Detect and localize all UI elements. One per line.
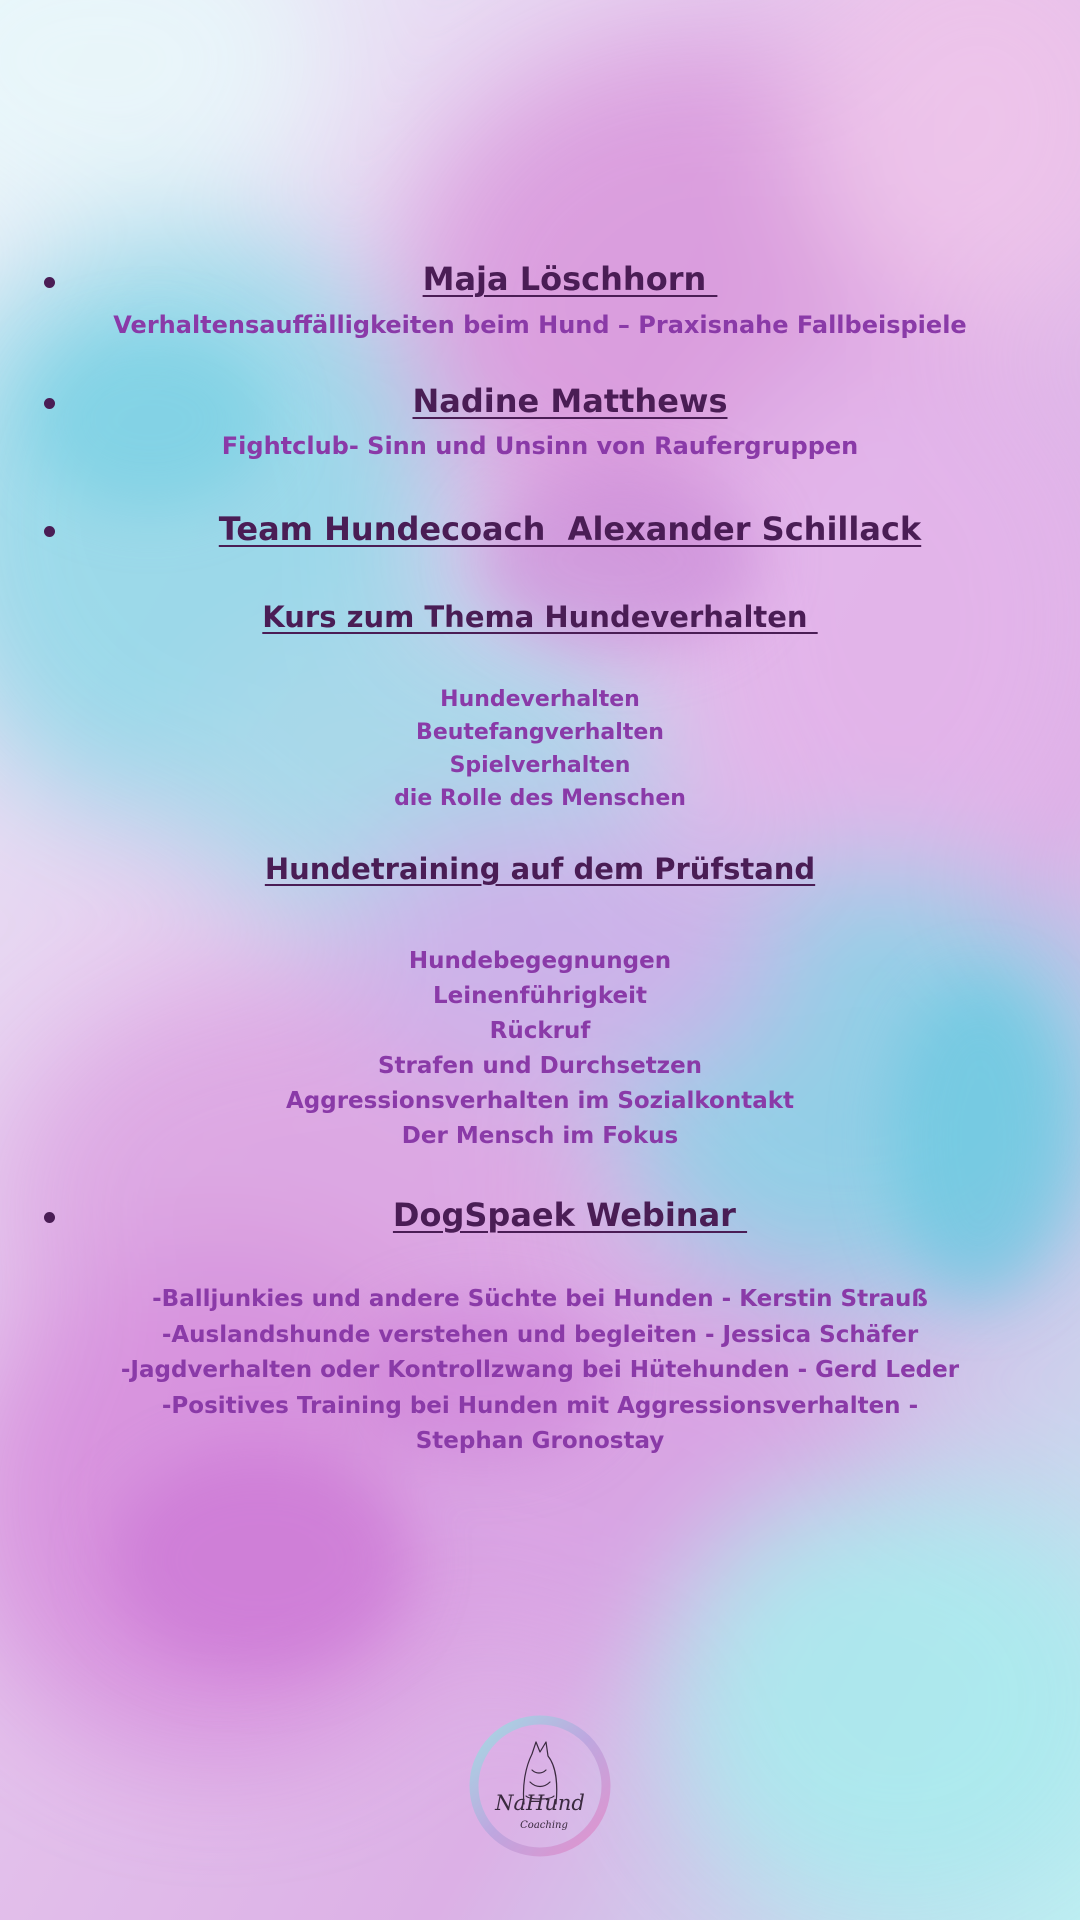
- list-item: -Balljunkies und andere Süchte bei Hunden - Kerstin Strauß: [152, 1286, 928, 1312]
- course-list-1: [0, 683, 1080, 815]
- list-item: Hundeverhalten: [440, 687, 640, 712]
- list-item: Beutefangverhalten: [416, 720, 664, 745]
- bullet-1: [44, 277, 55, 288]
- bullet-4: [44, 1212, 55, 1223]
- logo-name: NaHund: [495, 1791, 585, 1815]
- list-item: Rückruf: [489, 1018, 591, 1044]
- list-item: Strafen und Durchsetzen: [377, 1053, 703, 1079]
- section-subtitle-2: Fightclub- Sinn und Unsinn von Raufergruppen: [221, 432, 859, 460]
- list-item: Hundebegegnungen: [408, 948, 672, 974]
- list-item: Leinenführigkeit: [432, 983, 648, 1009]
- list-item: Spielverhalten: [449, 753, 631, 778]
- course-title-2: Hundetraining auf dem Prüfstand: [264, 852, 816, 886]
- section-title-2: Nadine Matthews: [412, 382, 728, 420]
- bullet-3: [44, 526, 55, 537]
- list-item: -Positives Training bei Hunden mit Aggressionsverhalten -: [161, 1392, 919, 1419]
- list-item: -Auslandshunde verstehen und begleiten - Jessica Schäfer: [161, 1321, 919, 1348]
- webinar-list: [0, 1282, 1080, 1460]
- logo-graphic: [466, 1712, 614, 1860]
- section-title-4: DogSpaek Webinar: [392, 1196, 748, 1234]
- logo-tagline: Coaching: [520, 1820, 568, 1831]
- list-item: Aggressionsverhalten im Sozialkontakt: [285, 1088, 795, 1114]
- section-subtitle-1: Verhaltensauffälligkeiten beim Hund – Praxisnahe Fallbeispiele: [113, 311, 967, 339]
- bullet-2: [44, 398, 55, 409]
- course-list-2: [0, 944, 1080, 1154]
- list-item: Stephan Gronostay: [415, 1428, 665, 1454]
- course-title-1: Kurs zum Thema Hundeverhalten: [262, 600, 818, 634]
- section-title-1: Maja Löschhorn: [422, 260, 718, 298]
- list-item: Der Mensch im Fokus: [401, 1123, 679, 1149]
- list-item: die Rolle des Menschen: [394, 786, 686, 811]
- list-item: -Jagdverhalten oder Kontrollzwang bei Hütehunden - Gerd Leder: [120, 1357, 960, 1383]
- section-title-3: Team Hundecoach Alexander Schillack: [218, 510, 922, 548]
- brand-logo: [466, 1712, 614, 1860]
